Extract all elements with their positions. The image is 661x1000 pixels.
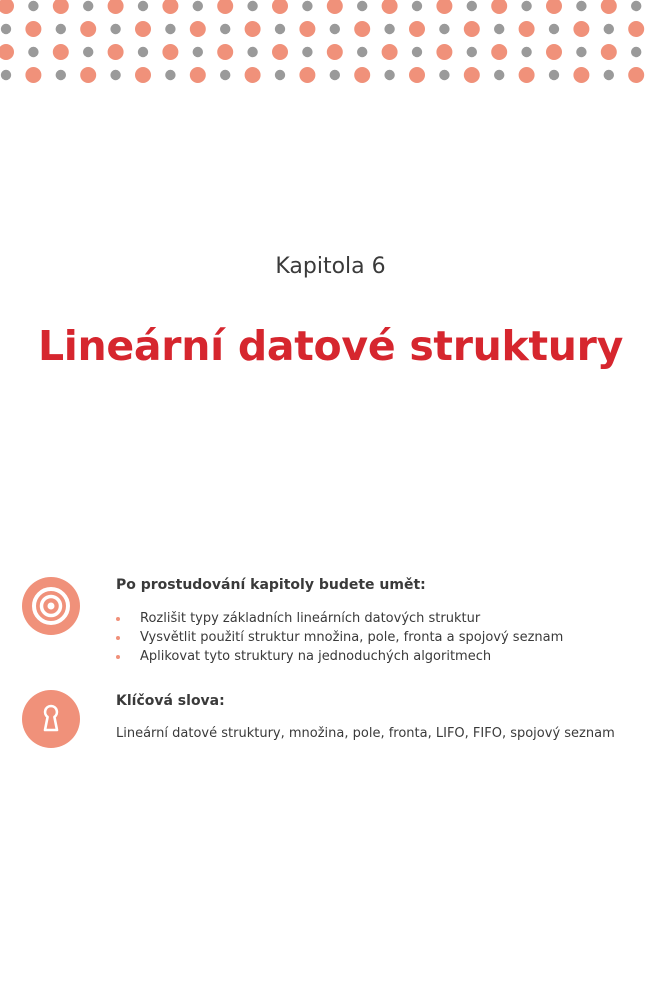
decorative-dot [28, 1, 38, 11]
decorative-dot [628, 21, 644, 37]
decorative-dot [491, 0, 507, 14]
decorative-dot [521, 47, 531, 57]
decorative-dot [110, 24, 120, 34]
decorative-dot [519, 67, 535, 83]
decorative-dot [521, 1, 531, 11]
decorative-dot [409, 67, 425, 83]
decorative-dot-pattern [0, 0, 661, 100]
decorative-dot [576, 47, 586, 57]
decorative-dot [53, 44, 69, 60]
target-icon [22, 577, 80, 635]
decorative-dot [327, 0, 343, 14]
decorative-dot [327, 44, 343, 60]
decorative-dot [162, 0, 178, 14]
decorative-dot [299, 67, 315, 83]
decorative-dot [108, 44, 124, 60]
decorative-dot [217, 0, 233, 14]
decorative-dot [193, 47, 203, 57]
decorative-dot [247, 47, 257, 57]
decorative-dot [628, 67, 644, 83]
decorative-dot [138, 1, 148, 11]
list-item [116, 609, 563, 628]
decorative-dot [247, 1, 257, 11]
decorative-dot [1, 24, 11, 34]
decorative-dot [83, 47, 93, 57]
decorative-dot [135, 67, 151, 83]
decorative-dot [467, 47, 477, 57]
decorative-dot [382, 44, 398, 60]
decorative-dot [220, 24, 230, 34]
decorative-dot [108, 0, 124, 14]
decorative-dot [357, 1, 367, 11]
decorative-dot [330, 24, 340, 34]
decorative-dot [546, 0, 562, 14]
decorative-dot [25, 21, 41, 37]
decorative-dot [519, 21, 535, 37]
decorative-dot [165, 24, 175, 34]
decorative-dot [220, 70, 230, 80]
decorative-dot [354, 21, 370, 37]
decorative-dot [604, 24, 614, 34]
outcome-text: Rozlišit typy základních lineárních datových struktur [140, 611, 481, 626]
decorative-dot [56, 24, 66, 34]
decorative-dot [573, 21, 589, 37]
decorative-dot [272, 0, 288, 14]
decorative-dot [604, 70, 614, 80]
decorative-dot [272, 44, 288, 60]
list-item [116, 647, 563, 666]
decorative-dot [56, 70, 66, 80]
decorative-dot [83, 1, 93, 11]
decorative-dot [275, 70, 285, 80]
bullet-icon [116, 617, 120, 621]
outcomes-heading: Po prostudování kapitoly budete umět: [116, 577, 426, 593]
decorative-dot [549, 70, 559, 80]
chapter-label: Kapitola 6 [275, 254, 386, 279]
decorative-dot [491, 44, 507, 60]
decorative-dot [601, 0, 617, 14]
decorative-dot [28, 47, 38, 57]
decorative-dot [330, 70, 340, 80]
decorative-dot [135, 21, 151, 37]
decorative-dot [299, 21, 315, 37]
decorative-dot [217, 44, 233, 60]
decorative-dot [302, 1, 312, 11]
decorative-dot [436, 44, 452, 60]
decorative-dot [436, 0, 452, 14]
decorative-dot [245, 21, 261, 37]
decorative-dot [464, 67, 480, 83]
decorative-dot [573, 67, 589, 83]
decorative-dot [138, 47, 148, 57]
decorative-dot [601, 44, 617, 60]
decorative-dot [631, 47, 641, 57]
decorative-dot [546, 44, 562, 60]
keyhole-icon [22, 690, 80, 748]
decorative-dot [467, 1, 477, 11]
outcomes-list [116, 609, 563, 666]
decorative-dot [275, 24, 285, 34]
decorative-dot [439, 24, 449, 34]
decorative-dot [439, 70, 449, 80]
decorative-dot [354, 67, 370, 83]
decorative-dot [302, 47, 312, 57]
decorative-dot [412, 1, 422, 11]
keywords-text: Lineární datové struktury, množina, pole, fronta, LIFO, FIFO, spojový seznam [116, 726, 615, 741]
decorative-dot [53, 0, 69, 14]
decorative-dot [0, 0, 14, 14]
decorative-dot [245, 67, 261, 83]
decorative-dot [162, 44, 178, 60]
decorative-dot [357, 47, 367, 57]
decorative-dot [193, 1, 203, 11]
decorative-dot [494, 24, 504, 34]
decorative-dot [190, 67, 206, 83]
decorative-dot [0, 44, 14, 60]
decorative-dot [80, 67, 96, 83]
decorative-dot [1, 70, 11, 80]
decorative-dot [190, 21, 206, 37]
bullet-icon [116, 636, 120, 640]
keywords-heading: Klíčová slova: [116, 693, 225, 709]
decorative-dot [549, 24, 559, 34]
decorative-dot [165, 70, 175, 80]
outcome-text: Vysvětlit použití struktur množina, pole, fronta a spojový seznam [140, 630, 564, 645]
decorative-dot [631, 1, 641, 11]
bullet-icon [116, 655, 120, 659]
decorative-dot [494, 70, 504, 80]
outcome-text: Aplikovat tyto struktury na jednoduchých algoritmech [140, 649, 492, 664]
decorative-dot [382, 0, 398, 14]
decorative-dot [384, 70, 394, 80]
decorative-dot [25, 67, 41, 83]
decorative-dot [80, 21, 96, 37]
decorative-dot [576, 1, 586, 11]
decorative-dot [409, 21, 425, 37]
decorative-dot [412, 47, 422, 57]
chapter-title: Lineární datové struktury [37, 322, 624, 370]
decorative-dot [464, 21, 480, 37]
decorative-dot [384, 24, 394, 34]
decorative-dot [110, 70, 120, 80]
list-item [116, 628, 563, 647]
